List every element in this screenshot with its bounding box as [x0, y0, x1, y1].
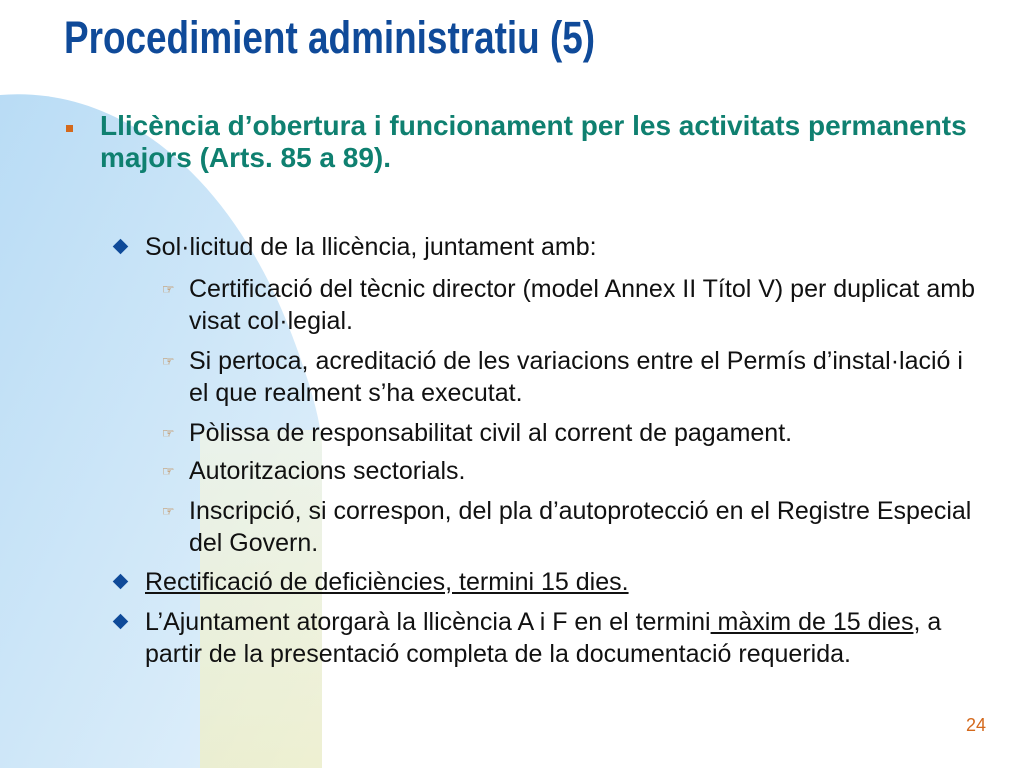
pointing-hand-icon: ☞ — [162, 353, 175, 369]
sub-point-request — [145, 231, 995, 263]
sub-point-license-text — [145, 606, 995, 670]
pointing-hand-icon: ☞ — [162, 425, 175, 441]
license-text-part1: L’Ajuntament atorgarà la llicència A i F en el termini — [145, 608, 711, 636]
main-point-text: Llicència d’obertura i funcionament per les activitats permanents majors (Arts. 85 a 89). — [100, 110, 967, 173]
sub-point-license — [145, 606, 995, 670]
requirement-item — [162, 455, 989, 487]
square-bullet-icon — [66, 125, 73, 132]
pointing-hand-icon: ☞ — [162, 463, 175, 479]
requirement-text: Inscripció, si correspon, del pla d’autoprotecció en el Registre Especial del Govern. — [189, 497, 972, 557]
pointing-hand-icon: ☞ — [162, 281, 175, 297]
requirement-item — [162, 417, 989, 449]
requirement-item — [162, 345, 989, 409]
page-number: 24 — [966, 715, 987, 735]
requirement-text: Si pertoca, acreditació de les variacions entre el Permís d’instal·lació i el que realment s’ha executat. — [189, 347, 963, 407]
requirement-text: Certificació del tècnic director (model Annex II Títol V) per duplicat amb visat col·legial. — [189, 275, 975, 335]
sub-point-rectification — [145, 566, 995, 598]
requirement-item — [162, 273, 989, 337]
license-text-part3: , a partir de la presentació completa de la documentació requerida. — [145, 608, 942, 668]
slide-title: Procedimient administratiu (5) — [64, 12, 596, 63]
requirement-text: Pòlissa de responsabilitat civil al corrent de pagament. — [189, 419, 793, 447]
license-deadline-underlined: màxim de 15 dies — [710, 608, 914, 636]
sub-point-rectification-text: Rectificació de deficiències, termini 15 dies. — [145, 568, 629, 596]
pointing-hand-icon: ☞ — [162, 503, 175, 519]
main-point — [100, 110, 980, 174]
requirement-text: Autoritzacions sectorials. — [189, 457, 466, 485]
sub-point-request-text: Sol·licitud de la llicència, juntament amb: — [145, 233, 597, 261]
requirement-item — [162, 495, 989, 559]
